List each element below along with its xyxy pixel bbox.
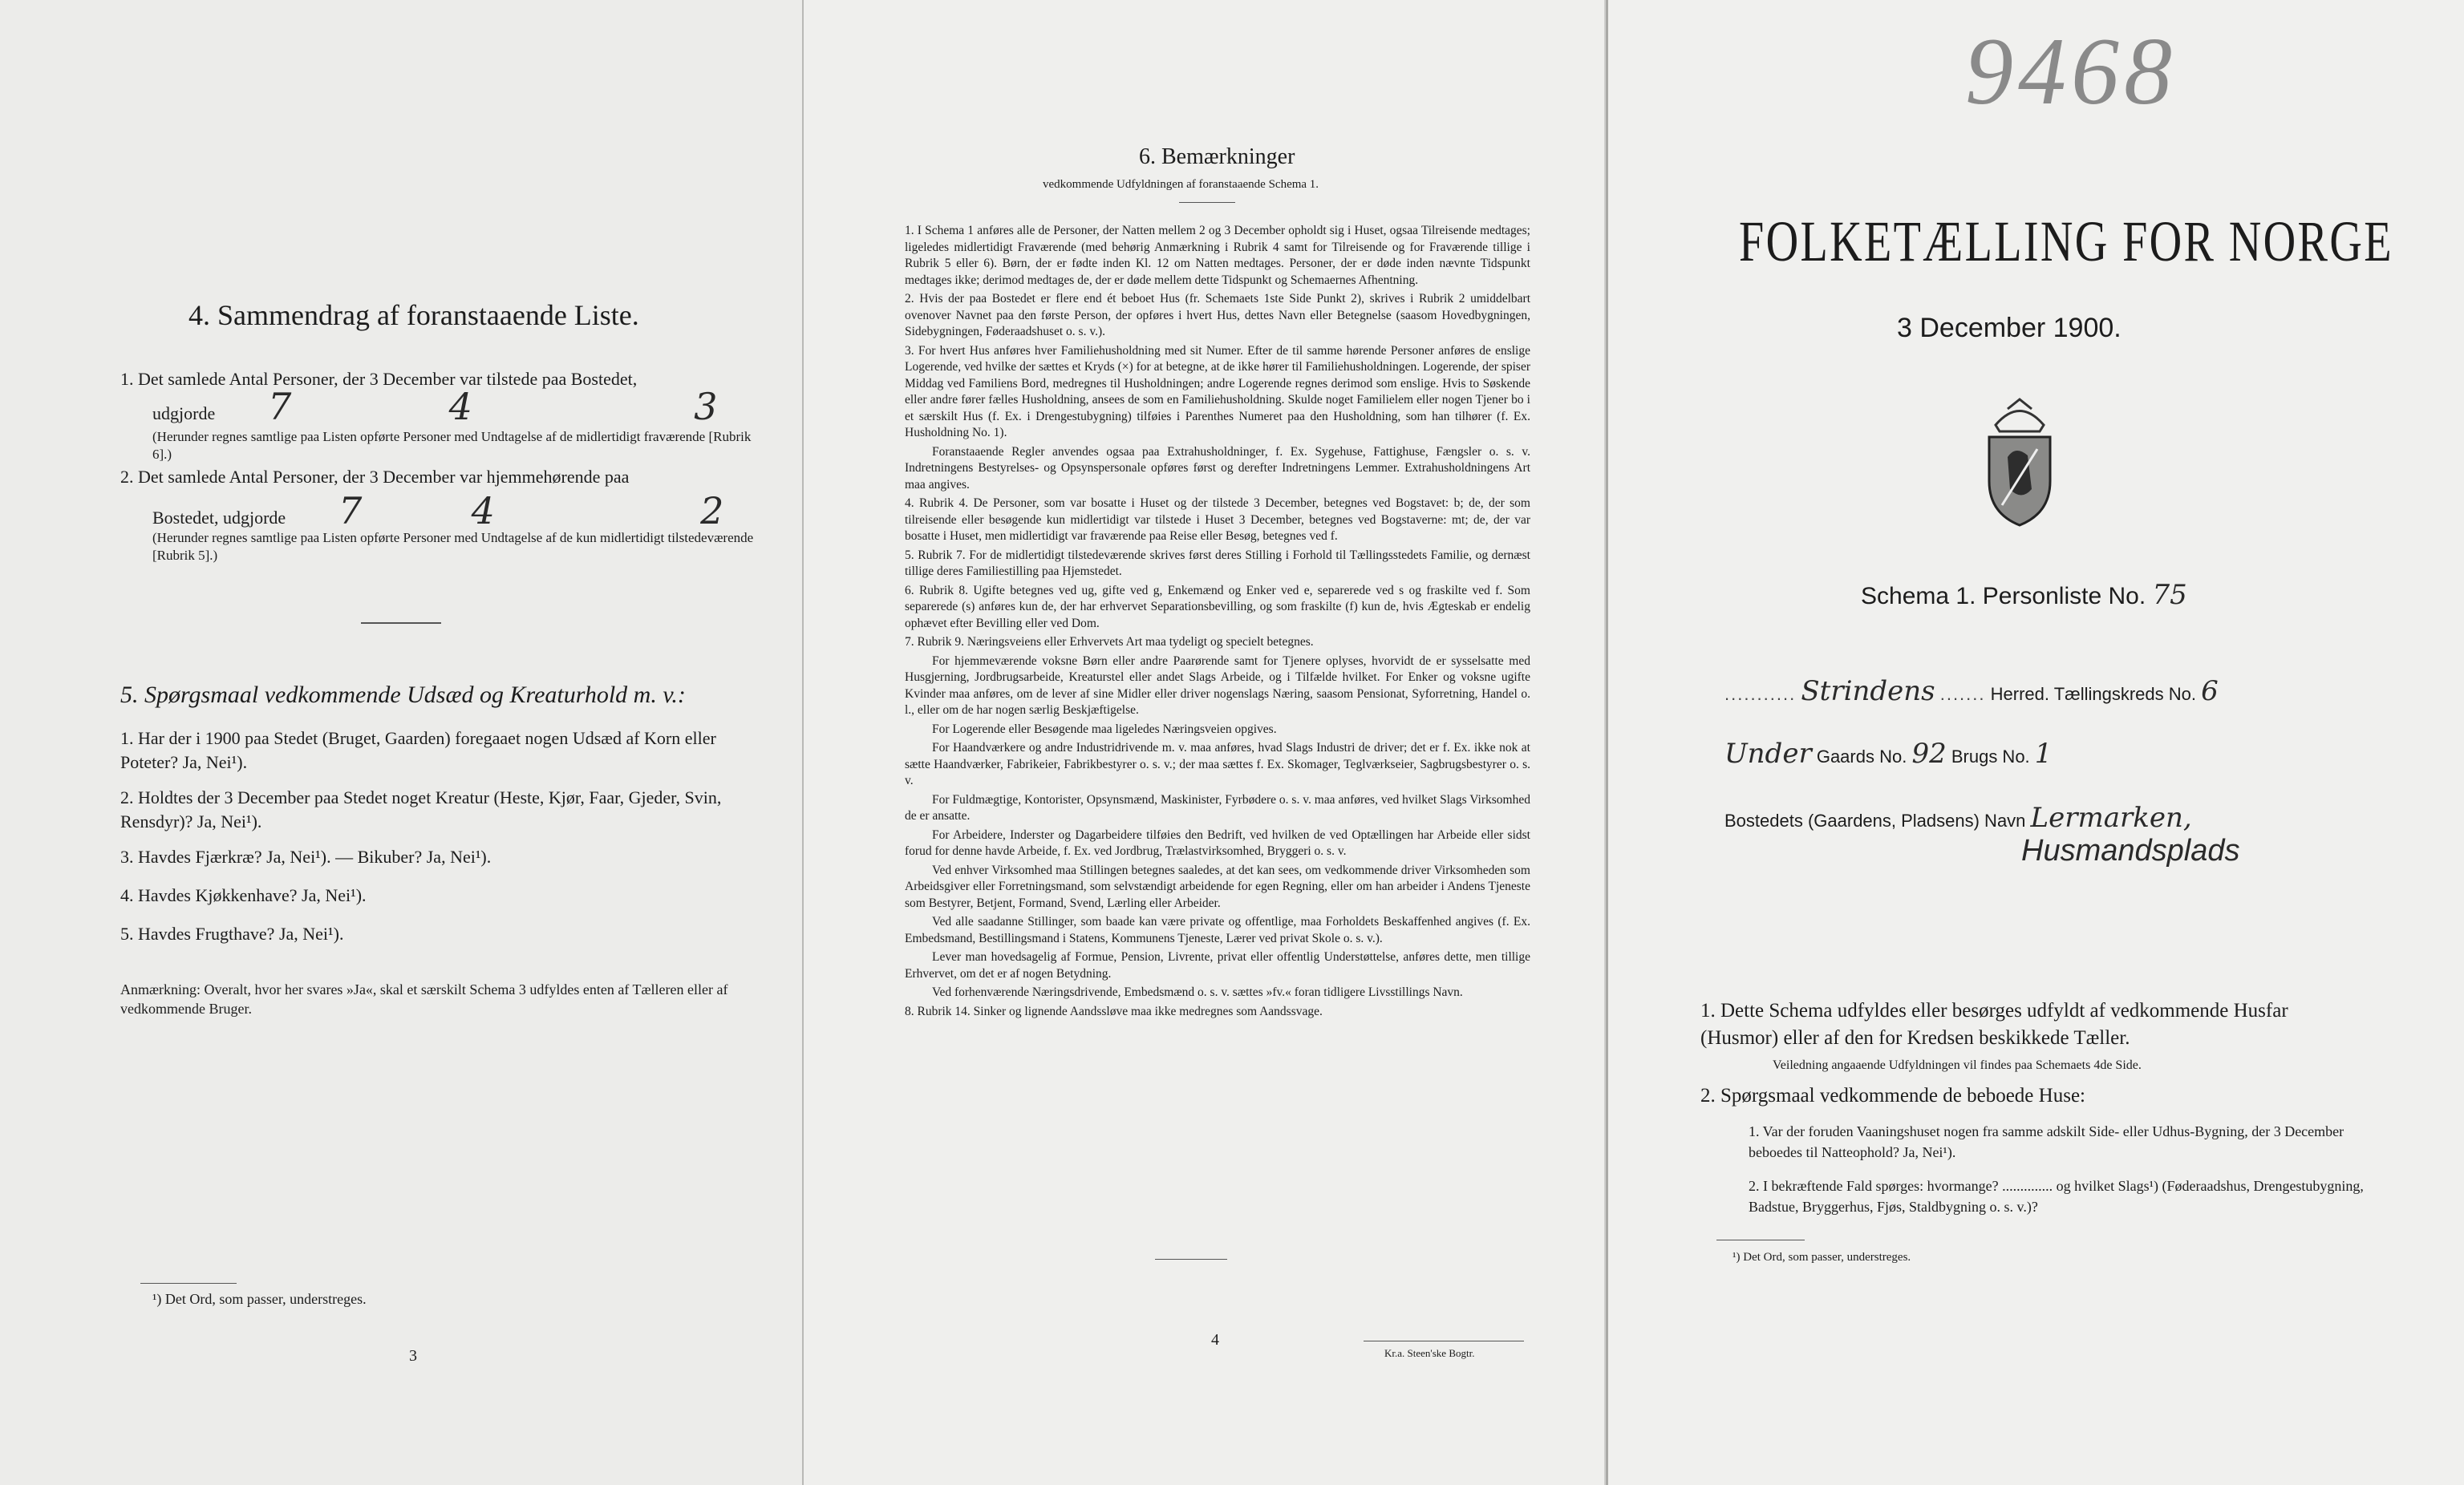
- remark-item: 7. Rubrik 9. Næringsveiens eller Erhvervets Art maa tydeligt og specielt betegnes.: [905, 635, 1314, 649]
- remark-item: 8. Rubrik 14. Sinker og lignende Aandssløve maa ikke medregnes som Aandssvage.: [905, 1004, 1323, 1018]
- printer-imprint: Kr.a. Steen'ske Bogtr.: [1384, 1347, 1475, 1359]
- remark-item: 1. I Schema 1 anføres alle de Personer, der Natten mellem 2 og 3 December opholdt sig i Huset, ogsaa Tilreisende medtages; ligeledes midlertidigt Fraværende (med behørig Anmærkning i Rubrik 4 samt for Tilreisende og for Fraværende tillige i Rubrik 5 eller 6). Børn, der er fødte inden Kl. 12 om Natten medtages. Personer, der er døde inden nævnte Tidspunkt medtages ikke; derimod medtages de, der er døde mellem dette Tidspunkt og Schemaernes Afhentning.: [905, 224, 1530, 287]
- footnote: ¹) Det Ord, som passer, understreges.: [152, 1291, 367, 1307]
- present-count-2: 4: [448, 385, 472, 428]
- resident-count-2: 4: [471, 489, 495, 532]
- remark-item: Ved enhver Virksomhed maa Stillingen betegnes saaledes, at det kan sees, om vedkommende driver Virksomheden som Arbeidsgiver eller Forretningsmand, som selvstændigt arbeidende for egen Regning, eller om han arbeider i Andens Tjeneste som Bestyrer, Betjent, Formand, Svend, Lærling eller Arbeider.: [905, 863, 1530, 910]
- brugs-number: 1: [2034, 738, 2053, 770]
- end-rule: [1155, 1259, 1227, 1260]
- remark-item: For Logerende eller Besøgende maa ligeledes Næringsveien opgives.: [932, 722, 1277, 736]
- instruction-2: 2. Spørgsmaal vedkommende de beboede Huse:: [1700, 1085, 2085, 1107]
- summary-item-1-row: [152, 385, 766, 428]
- question-1: 1. Har der i 1900 paa Stedet (Bruget, Gaarden) foregaaet nogen Udsæd af Korn eller Poteter? Ja, Nei¹).: [120, 728, 716, 772]
- section-4-title: 4. Sammendrag af foranstaaende Liste.: [188, 299, 639, 331]
- remark-item: For hjemmeværende voksne Børn eller andre Paarørende samt for Tjenere oplyses, hvorvidt de er sysselsatte med Husgjerning, Jordbrugsarbeide, Kreaturstel eller andet Slags Arbeide, og i Tilfælde hvilket. For Enker og voksne ugifte Kvinder maa anføres, om de lever af sine Midler eller driver nogenslags Næring, saasom Pensionat, Syforretning, Handel o. l., eller om de har nogen særlig Beskjæftigelse.: [905, 653, 1530, 717]
- remark-item: 6. Rubrik 8. Ugifte betegnes ved ug, gifte ved g, Enkemænd og Enker ved e, separerede ved s og fraskilte ved f. Som separerede (s) anføres kun de, der har erhvervet Separationsbevilling, og som fraskilte (f) kun de, hvis Ægteskab er endelig ophævet efter Bevilling eller ved Dom.: [905, 583, 1530, 630]
- page-number-4: 4: [1211, 1331, 1219, 1349]
- summary-item-2-row: [152, 489, 772, 532]
- kreds-number: 6: [2201, 675, 2219, 707]
- summary-item-2-lead: Bostedet, udgjorde: [152, 508, 286, 528]
- section-6-subtitle: vedkommende Udfyldningen af foranstaaende Schema 1.: [1043, 178, 1319, 191]
- remark-item: 4. Rubrik 4. De Personer, som var bosatte i Huset og der tilstede 3 December, betegnes ved Bogstavet: b; de, der som tilreisende eller besøgende kun midlertidigt var tilstede i Huset 3 December, betegnes ved Bogstaverne: mt; de, der var bosatte i Huset, men midlertidigt var fraværende paa Reise eller Besøg, betegnes ved f.: [905, 496, 1530, 543]
- question-2: 2. Holdtes der 3 December paa Stedet noget Kreatur (Heste, Kjør, Faar, Gjeder, Svin, Rensdyr)? Ja, Nei¹).: [120, 787, 722, 832]
- footnote-3: ¹) Det Ord, som passer, understreges.: [1732, 1251, 1911, 1264]
- bosted-name: Lermarken,: [2030, 802, 2192, 834]
- remark-item: 2. Hvis der paa Bostedet er flere end ét beboet Hus (fr. Schemaets 1ste Side Punkt 2), skrives i Rubrik 2 umiddelbart ovenover Navnet paa den første Person, der opføres i hvert Hus, dettes Navn eller Betegnelse (saasom Hovedbygningen, Sidebygningen, Føderaadshuset o. s. v.).: [905, 292, 1530, 338]
- dot-leader: .......: [1939, 684, 1986, 704]
- remark-item: 5. Rubrik 7. For de midlertidigt tilstedeværende skrives først deres Stilling i Forhold til Tællingsstedets Familie, og dernæst tillige deres Familiestilling paa Hjemstedet.: [905, 548, 1530, 578]
- brugs-label: Brugs No.: [1951, 747, 2030, 767]
- summary-item-2-note: (Herunder regnes samtlige paa Listen opførte Personer med Undtagelse af de kun midlertidigt tilstedeværende [Rubrik 5].): [152, 530, 754, 563]
- footnote-rule: [140, 1283, 237, 1284]
- summary-item-1-text: 1. Det samlede Antal Personer, der 3 December var tilstede paa Bostedet,: [120, 369, 638, 389]
- bosted-label: Bostedets (Gaardens, Pladsens) Navn: [1724, 811, 2026, 831]
- summary-item-1-note: (Herunder regnes samtlige paa Listen opførte Personer med Undtagelse af de midlertidigt fraværende [Rubrik 6].): [152, 429, 752, 462]
- remark-item: For Fuldmægtige, Kontorister, Opsynsmænd, Maskinister, Fyrbødere o. s. v. maa anføres, ved hvilket Slags Virksomhed de er ansatte.: [905, 792, 1530, 823]
- question-3: 3. Havdes Fjærkræ? Ja, Nei¹). — Bikuber? Ja, Nei¹).: [120, 847, 492, 867]
- schema-label: Schema 1. Personliste No.: [1861, 583, 2146, 609]
- herred-row: [1724, 675, 2219, 707]
- personliste-number: 75: [2152, 579, 2187, 611]
- resident-count-3: 2: [700, 489, 724, 532]
- instruction-1-note: Veiledning angaaende Udfyldningen vil findes paa Schemaets 4de Side.: [1773, 1058, 2142, 1072]
- question-4: 4. Havdes Kjøkkenhave? Ja, Nei¹).: [120, 885, 367, 905]
- herred-label: Herred. Tællingskreds No.: [1990, 684, 2196, 704]
- gaard-row: [1724, 738, 2052, 770]
- remarks-list: [905, 223, 1530, 1022]
- question-5: 5. Havdes Frugthave? Ja, Nei¹).: [120, 924, 344, 944]
- remark-item: 3. For hvert Hus anføres hver Familiehusholdning med sit Numer. Efter de til samme hørende Personer anføres de enslige Logerende, ved hvilke der sættes et Kryds (×) for at betegne, at de ikke hører til Familiehusholdningen. Logerende, der spiser Middag ved Familiens Bord, medregnes til Husholdningen; andre Logerende regnes derimod som enslige. Hvis to Søskende eller andre fører fælles Husholdning, ansees de som en Familiehusholdning. Skulde noget Familielem eller nogen Tjener bo i et særskilt Hus (f. Ex. i Drengestubygning) tilføies i Parenthes Numeret paa den Husholdning, som han tilhører (f. Ex. Husholdning No. 1).: [905, 343, 1530, 439]
- remark-item: Foranstaaende Regler anvendes ogsaa paa Extrahusholdninger, f. Ex. Sygehuse, Fattighuse, Fængsler o. s. v. Indretningens Bestyrelses- og Opsynspersonale opføres først og derefter Indretningens Lemmer. Extrahusholdningens Art maa angives.: [905, 444, 1530, 492]
- remark-item: Ved forhenværende Næringsdrivende, Embedsmænd o. s. v. sættes »fv.« foran tidligere Livsstillings Navn.: [932, 985, 1463, 999]
- archive-number: 9468: [1965, 18, 2177, 124]
- divider: [361, 622, 441, 624]
- instruction-2-1: 1. Var der foruden Vaaningshuset nogen fra samme adskilt Side- eller Udhus-Bygning, der 3 December beboedes til Natteophold? Ja, Nei¹).: [1749, 1123, 2344, 1160]
- gaards-label: Gaards No.: [1816, 747, 1907, 767]
- herred-name: Strindens: [1801, 675, 1935, 707]
- census-title: FOLKETÆLLING FOR NORGE: [1739, 209, 2393, 273]
- under-note: Under: [1724, 738, 1812, 770]
- section-5-title: 5. Spørgsmaal vedkommende Udsæd og Kreaturhold m. v.:: [120, 682, 686, 708]
- remark-item: For Arbeidere, Inderster og Dagarbeidere tilføies den Bedrift, ved hvilken de ved Optællingen har Arbeide eller sidst forud for denne havde Arbeide, f. Ex. ved Jordbrug, Trælastvirksomhed, Bryggeri o. s. v.: [905, 827, 1530, 858]
- instruction-1: 1. Dette Schema udfyldes eller besørges udfyldt af vedkommende Husfar (Husmor) eller af den for Kredsen beskikkede Tæller.: [1700, 1000, 2288, 1049]
- remark-item: For Haandværkere og andre Industridrivende m. v. maa anføres, hvad Slags Industri de driver; det er f. Ex. ikke nok at sætte Haandværker, Fabrikeier, Fabrikbestyrer o. s. v.; der maa sættes f. Ex. Skomager, Teglværkseier, Sagbrugsbestyrer o. s. v.: [905, 741, 1530, 787]
- dot-leader: ...........: [1724, 684, 1797, 704]
- present-count-3: 3: [694, 385, 718, 428]
- schema-line: [1861, 579, 2187, 611]
- present-count-1: 7: [268, 385, 292, 428]
- coat-of-arms-icon: [1972, 393, 2068, 529]
- gaards-number: 92: [1911, 738, 1947, 770]
- summary-item-2-text: 2. Det samlede Antal Personer, der 3 December var hjemmehørende paa: [120, 467, 630, 487]
- summary-item-1-lead: udgjorde: [152, 403, 216, 423]
- bosted-type: Husmandsplads: [2021, 834, 2240, 868]
- title-rule: [1179, 202, 1235, 203]
- page-3-summary: [0, 0, 802, 1485]
- remark-item: Lever man hovedsagelig af Formue, Pension, Livrente, privat eller offentlig Understøttelse, anføres dette, men tillige Erhvervet, om det er af nogen Betydning.: [905, 950, 1530, 981]
- page-number: 3: [409, 1347, 417, 1365]
- census-date: 3 December 1900.: [1897, 313, 2122, 343]
- remark: Anmærkning: Overalt, hvor her svares »Ja«, skal et særskilt Schema 3 udfyldes enten af Tælleren eller af vedkommende Bruger.: [120, 981, 728, 1017]
- remark-item: Ved alle saadanne Stillinger, som baade kan være private og offentlige, maa Forholdets Beskaffenhed angives (f. Ex. Embedsmand, Bestillingsmand i Statens, Kommunens Tjeneste, Lærer ved privat Skole o. s. v.).: [905, 915, 1530, 945]
- instruction-2-2: 2. I bekræftende Fald spørges: hvormange? .............. og hvilket Slags¹) (Føderaadshus, Drengestubygning, Badstue, Bryggerhus, Fjøs, Staldbygning o. s. v.)?: [1749, 1178, 2364, 1215]
- section-6-title: 6. Bemærkninger: [1139, 144, 1295, 169]
- resident-count-1: 7: [338, 489, 363, 532]
- bosted-row: [1724, 802, 2192, 834]
